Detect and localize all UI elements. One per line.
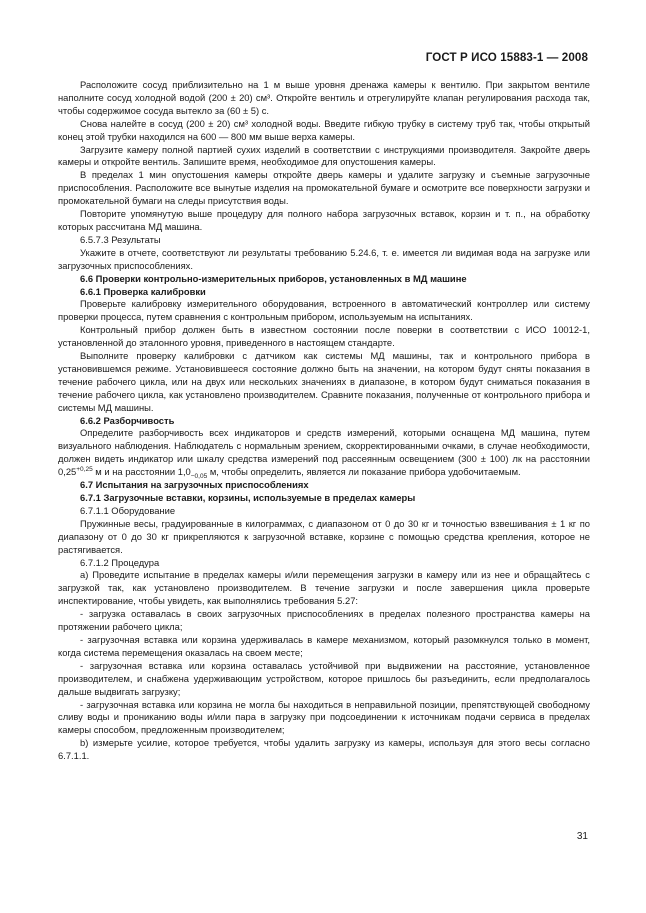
paragraph: В пределах 1 мин опустошения камеры откройте дверь камеры и удалите загрузку и съемные загрузочные приспособления. Расположите все вынутые изделия на промокательной бумаге и осмотрите все поверхности загрузки и промокательной бумаги на следы присутствия воды. — [58, 169, 590, 207]
section-heading: 6.7.1 Загрузочные вставки, корзины, используемые в пределах камеры — [80, 492, 416, 503]
subsection-heading: 6.7.1.1 Оборудование — [80, 504, 176, 516]
paragraph: Проверьте калибровку измерительного оборудования, встроенного в автоматический контроллер или систему проверки процесса, путем сравнения с контрольным прибором, используемым на испытаниях. — [58, 298, 590, 323]
list-item: - загрузочная вставка или корзина не могла бы находиться в неправильной позиции, препятствующей свободному сливу воды и прониканию воды и/или пара в загрузку при подсоединении к источникам подачи сервиса в пределах камеры способом, предложенным производителем; — [58, 698, 590, 736]
section-heading: 6.6.1 Проверка калибровки — [80, 285, 206, 297]
section-heading: 6.6 Проверки контрольно-измерительных приборов, установленных в МД машине — [80, 272, 467, 284]
subsection-heading: 6.7.1.2 Процедура — [80, 556, 160, 568]
paragraph: Снова налейте в сосуд (200 ± 20) см³ холодной воды. Введите гибкую трубку в систему труб так, чтобы открытый конец этой трубки находился на 600 — 800 мм выше верха камеры. — [58, 117, 590, 142]
page-number: 31 — [576, 831, 588, 842]
paragraph: Выполните проверку калибровки с датчиком как системы МД машины, так и контрольного прибора в установившемся режиме. Установившееся состояние должно быть на значении, на котором будут сняты показания в течение рабочего цикла, или на двух или нескольких значениях в диапазоне, в котором будут сниматься показания в течение рабочего цикла, как установлено производителем. Сравните показания, полученные от контрольного прибора и системы МД машины. — [58, 350, 590, 413]
document-header: ГОСТ Р ИСО 15883-1 — 2008 — [425, 51, 588, 64]
paragraph: Укажите в отчете, соответствуют ли результаты требованию 5.24.6, т. е. имеется ли видимая вода на загрузке или загрузочных приспособлениях. — [58, 246, 590, 271]
list-item: а) Проведите испытание в пределах камеры и/или перемещения загрузки в камеру или из нее и обращайтесь с загрузкой так, как установлено производителем. В течение загрузки и после завершения цикла проверьте инспектирование, чтобы увидеть, как выполнялись требования 5.27: — [58, 569, 590, 607]
legibility-text: м и на расстоянии 1,0 — [92, 466, 191, 478]
paragraph: Пружинные весы, градуированные в килограммах, с диапазоном от 0 до 30 кг и точностью взвешивания ± 1 кг по диапазону от 0 до 30 кг прикрепляются к загрузочной вставке, корзине с помощью средства крепления, которое не растягивается. — [58, 517, 590, 555]
legibility-text: Определите разборчивость всех индикаторов и средств измерений, которыми оснащена МД машина, путем визуального наблюдения. Наблюдатель с нормальным зрением, скорректированными очками, в случае необходимости, должен видеть индикатор или шкалу средства измерений под рассеянным освещением (300 ± 100) лк на расстоянии 0,25 — [58, 427, 590, 478]
section-heading: 6.7 Испытания на загрузочных приспособлениях — [80, 479, 309, 491]
page-body — [58, 79, 590, 763]
list-item: - загрузочная вставка или корзина удерживалась в камере механизмом, который разомкнулся только в момент, когда система перемещения оказалась на своем месте; — [58, 633, 590, 658]
tolerance-subscript: −0,05 — [190, 473, 208, 481]
paragraph: Повторите упомянутую выше процедуру для полного набора загрузочных вставок, корзин и т. п., на обработку которых рассчитана МД машина. — [58, 208, 590, 232]
section-heading: 6.6.2 Разборчивость — [80, 414, 175, 426]
paragraph: Контрольный прибор должен быть в известном состоянии после поверки в соответствии с ИСО 10012-1, установленной до эталонного уровня, приведенного в настоящем стандарте. — [58, 324, 590, 349]
list-item: b) измерьте усилие, которое требуется, чтобы удалить загрузку из камеры, используя для этого весы согласно 6.7.1.1. — [58, 737, 590, 762]
legibility-text: м, чтобы определить, является ли показание прибора удобочитаемым. — [207, 466, 521, 478]
list-item: - загрузка оставалась в своих загрузочных приспособлениях в пределах полезного пространства камеры на протяжении рабочего цикла; — [58, 608, 590, 633]
tolerance-superscript: +0,25 — [76, 466, 93, 474]
paragraph: Загрузите камеру полной партией сухих изделий в соответствии с инструкциями производителя. Закройте дверь камеры и откройте вентиль. Запишите время, необходимое для опустошения камеры. — [58, 143, 590, 168]
legibility-paragraph — [58, 427, 590, 479]
subsection-heading: 6.5.7.3 Результаты — [80, 233, 161, 245]
paragraph: Расположите сосуд приблизительно на 1 м выше уровня дренажа камеры к вентилю. При закрытом вентиле наполните сосуд холодной водой (200 ± 20) см³. Откройте вентиль и отрегулируйте клапан регулирования расхода так, чтобы содержимое сосуда вытекло за (60 ± 5) с. — [58, 79, 590, 116]
list-item: - загрузочная вставка или корзина оставалась устойчивой при выдвижении на расстояние, установленное производителем, и снабжена удерживающим устройством, которое пришлось бы разъединить, если предполагалось дальше выдвигать загрузку; — [58, 659, 590, 697]
